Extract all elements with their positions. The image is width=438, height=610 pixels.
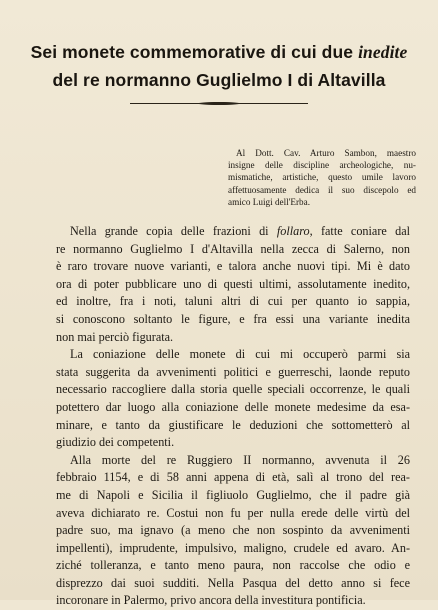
title-line-1 <box>20 38 418 66</box>
text-line <box>56 592 410 610</box>
text-run: incoronare in Palermo, privo ancora della investitura pontificia. <box>56 593 366 608</box>
dedication-line: Al Dott. Cav. Arturo Sambon, maestro <box>236 148 416 158</box>
text-run: si conoscono soltanto le figure, e fra essi una variante inedita <box>56 311 410 326</box>
text-run: re normanno Guglielmo I d'Altavilla nella zecca di Salerno, non <box>56 241 410 256</box>
text-line <box>56 557 410 575</box>
dedication <box>228 147 416 208</box>
text-run: è raro trovare nuove varianti, e talora anche nuovi tipi. Mi è dato <box>56 259 410 274</box>
text-line <box>56 381 410 399</box>
text-line <box>56 417 410 435</box>
text-line <box>56 276 410 294</box>
paragraph <box>56 223 410 346</box>
emphasized-term: follaro <box>276 224 310 238</box>
title-divider <box>130 103 308 104</box>
paragraph <box>56 346 410 452</box>
title-emphasis: inedite <box>358 42 408 62</box>
text-run: impellenti), imprudente, impulsivo, maligno, crudele ed avaro. An- <box>56 540 410 555</box>
text-run: Alla morte del re Ruggiero II normanno, avvenuta il 26 <box>70 452 410 467</box>
text-line <box>56 364 410 382</box>
page-title <box>20 38 418 94</box>
text-run: stata suggerita da avvenimenti politici e guerreschi, laonde reputo <box>56 364 410 379</box>
text-run: ziché tolleranza, e tanto meno paura, non raccolse che odio e <box>56 558 410 573</box>
text-run: ed inoltre, fra i noti, taluni altri di cui per quanto io sappia, <box>56 294 410 309</box>
text-run: me di Napoli e Sicilia il figliuolo Guglielmo, che il padre già <box>56 487 410 502</box>
text-line <box>56 241 410 259</box>
text-run: febbraio 1154, e di 58 anni appena di età, salì al trono del rea- <box>56 470 410 485</box>
text-line <box>56 311 410 329</box>
text-line <box>56 434 410 452</box>
text-run: minare, e tanto da giustificare le deduzioni che sottometterò al <box>56 417 410 432</box>
text-run: ora di poter pubblicare uno di questi ultimi, assolutamente inedito, <box>56 276 410 291</box>
text-line <box>56 540 410 558</box>
text-run: Nella grande copia delle frazioni di <box>70 224 277 238</box>
dedication-line: affettuosamente dedica il suo discepolo ed <box>228 184 416 195</box>
text-run: padre suo, ma ignavo (a meno che non sospinto da avvenimenti <box>56 523 410 538</box>
text-line <box>56 452 410 470</box>
text-line <box>56 293 410 311</box>
dedication-line: mismatiche, artistiche, questo umile lavoro <box>228 172 416 183</box>
text-line <box>56 505 410 523</box>
text-run: disprezzo dai suoi sudditi. Nella Pasqua del detto anno si fece <box>56 575 410 590</box>
paragraph <box>56 452 410 610</box>
text-run: necessario raccogliere dalla storia quelle speciali occorrenze, le quali <box>56 382 410 397</box>
text-line <box>56 469 410 487</box>
text-line <box>56 329 410 347</box>
text-line <box>56 487 410 505</box>
text-run: giudizio dei competenti. <box>56 435 175 450</box>
text-run: non mai perciò figurata. <box>56 329 174 344</box>
text-line <box>56 258 410 276</box>
text-line <box>56 346 410 364</box>
title-line-1-text: Sei monete commemorative di cui due <box>30 42 359 62</box>
text-run: potettero dar luogo alla coniazione delle monete medesime da esa- <box>56 399 410 414</box>
text-line <box>56 223 410 241</box>
text-run: , fatte coniare dal <box>309 224 410 238</box>
text-line <box>56 575 410 593</box>
dedication-line: insigne delle discipline archeologiche, nu- <box>228 160 416 171</box>
text-line <box>56 399 410 417</box>
dedication-line: amico Luigi dell'Erba. <box>228 196 311 207</box>
title-line-2: del re normanno Guglielmo I di Altavilla <box>52 70 386 90</box>
text-run: La coniazione delle monete di cui mi occuperò parmi sia <box>70 347 410 362</box>
text-run: aveva dichiarato re. Costui non fu per nulla erede delle virtù del <box>56 505 410 520</box>
text-line <box>56 522 410 540</box>
body-text <box>56 223 410 610</box>
